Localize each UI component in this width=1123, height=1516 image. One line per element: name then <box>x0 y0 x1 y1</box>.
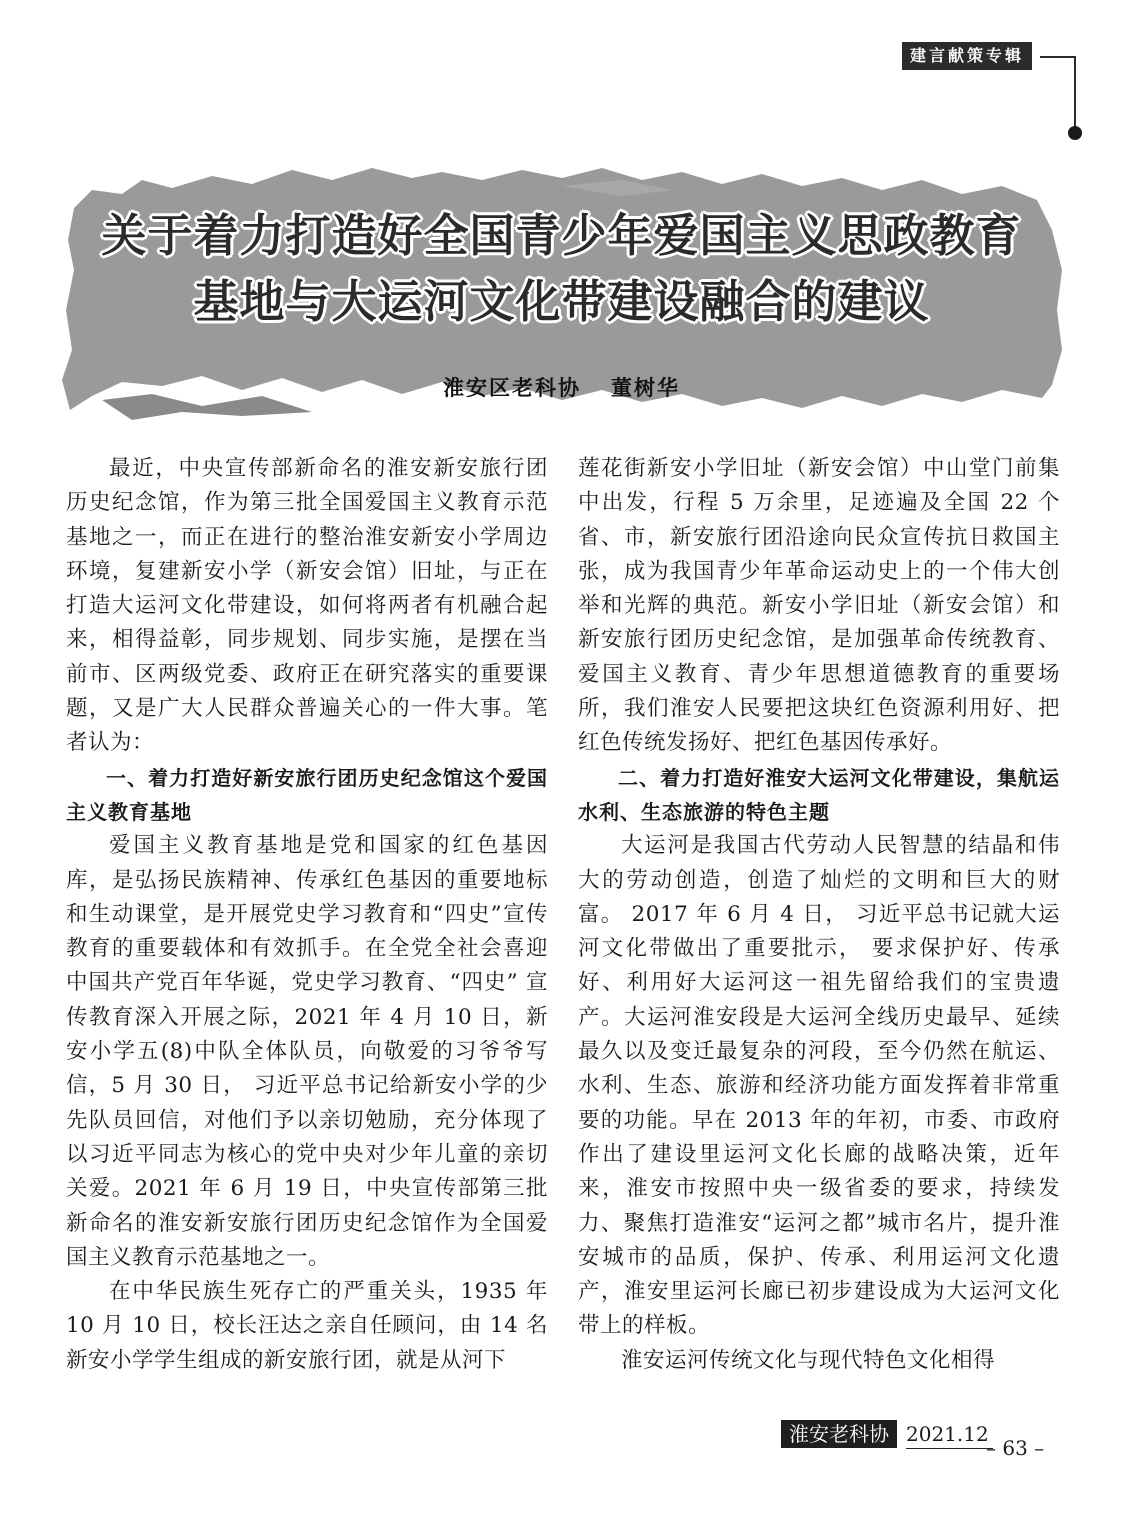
left-column <box>66 452 548 1378</box>
footer-issue: 2021.12 <box>906 1420 993 1449</box>
page-number: – 63 – <box>986 1436 1045 1460</box>
paragraph: 淮安运河传统文化与现代特色文化相得 <box>621 1347 996 1373</box>
column-tag: 建言献策专辑 <box>902 42 1032 70</box>
paragraph: 大运河是我国古代劳动人民智慧的结晶和伟大的劳动创造，创造了灿烂的文明和巨大的财富。 2017 年 6 月 4 日， 习近平总书记就大运河文化带做出了重要批示， 要求保护好、传承好、利用好大运河这一祖先留给我们的宝贵遗产。大运河淮安段是大运河全线历史最早、延续最久以及变迁最复杂的河段，至今仍然在航运、水利、生态、旅游和经济功能方面发挥着非常重要的功能。早在 2013 年的年初，市委、市政府作出了建设里运河文化长廊的战略决策，近年来，淮安市按照中央一级省委的要求，持续发力、聚焦打造淮安“运河之都”城市名片，提升淮安城市的品质，保护、传承、利用运河文化遗产，淮安里运河长廊已初步建设成为大运河文化带上的样板。 <box>578 833 1060 1339</box>
article-title-line-1: 关于着力打造好全国青少年爱国主义思政教育 <box>101 209 1022 262</box>
article-title-line-2: 基地与大运河文化带建设融合的建议 <box>193 275 930 328</box>
paragraph: 爱国主义教育基地是党和国家的红色基因库，是弘扬民族精神、传承红色基因的重要地标和生动课堂，是开展党史学习教育和“四史”宣传教育的重要载体和有效抓手。在全党全社会喜迎中国共产党百年华诞，党史学习教育、“四史” 宣传教育深入开展之际，2021 年 4 月 10 日，新安小学五(8)中队全体队员，向敬爱的习爷爷写信，5 月 30 日， 习近平总书记给新安小学的少先队员回信，对他们予以亲切勉励，充分体现了以习近平同志为核心的党中央对少年儿童的亲切关爱。2021 年 6 月 19 日，中央宣传部第三批新命名的淮安新安旅行团历史纪念馆作为全国爱国主义教育示范基地之一。 <box>66 833 548 1270</box>
section-heading: 一、着力打造好新安旅行团历史纪念馆这个爱国主义教育基地 <box>66 765 548 824</box>
paragraph-continued: 莲花街新安小学旧址（新安会馆）中山堂门前集中出发，行程 5 万余里，足迹遍及全国 22 个省、市，新安旅行团沿途向民众宣传抗日救国主张，成为我国青少年革命运动史上的一个伟大创举和光辉的典范。新安小学旧址（新安会馆）和新安旅行团历史纪念馆，是加强革命传统教育、爱国主义教育、青少年思想道德教育的重要场所，我们淮安人民要把这块红色资源利用好、把红色传统发扬好、把红色基因传承好。 <box>578 456 1060 756</box>
byline <box>60 372 1063 402</box>
author-org: 淮安区老科协 <box>443 376 581 400</box>
tag-dot <box>1068 126 1082 140</box>
right-column <box>578 452 1060 1378</box>
footer-journal-name: 淮安老科协 <box>781 1420 897 1448</box>
author-name: 董树华 <box>611 376 680 400</box>
paragraph: 最近，中央宣传部新命名的淮安新安旅行团历史纪念馆，作为第三批全国爱国主义教育示范基地之一，而正在进行的整治淮安新安小学周边环境，复建新安小学（新安会馆）旧址，与正在打造大运河文化带建设，如何将两者有机融合起来，相得益彰，同步规划、同步实施，是摆在当前市、区两级党委、政府正在研究落实的重要课题，又是广大人民群众普遍关心的一件大事。笔者认为： <box>66 456 548 756</box>
tag-connector-line <box>1040 56 1076 58</box>
paragraph: 在中华民族生死存亡的严重关头，1935 年 10 月 10 日，校长汪达之亲自任顾问，由 14 名新安小学学生组成的新安旅行团，就是从河下 <box>66 1279 548 1373</box>
section-heading: 二、着力打造好淮安大运河文化带建设，集航运水利、生态旅游的特色主题 <box>578 765 1060 824</box>
tag-vertical-line <box>1074 56 1076 130</box>
